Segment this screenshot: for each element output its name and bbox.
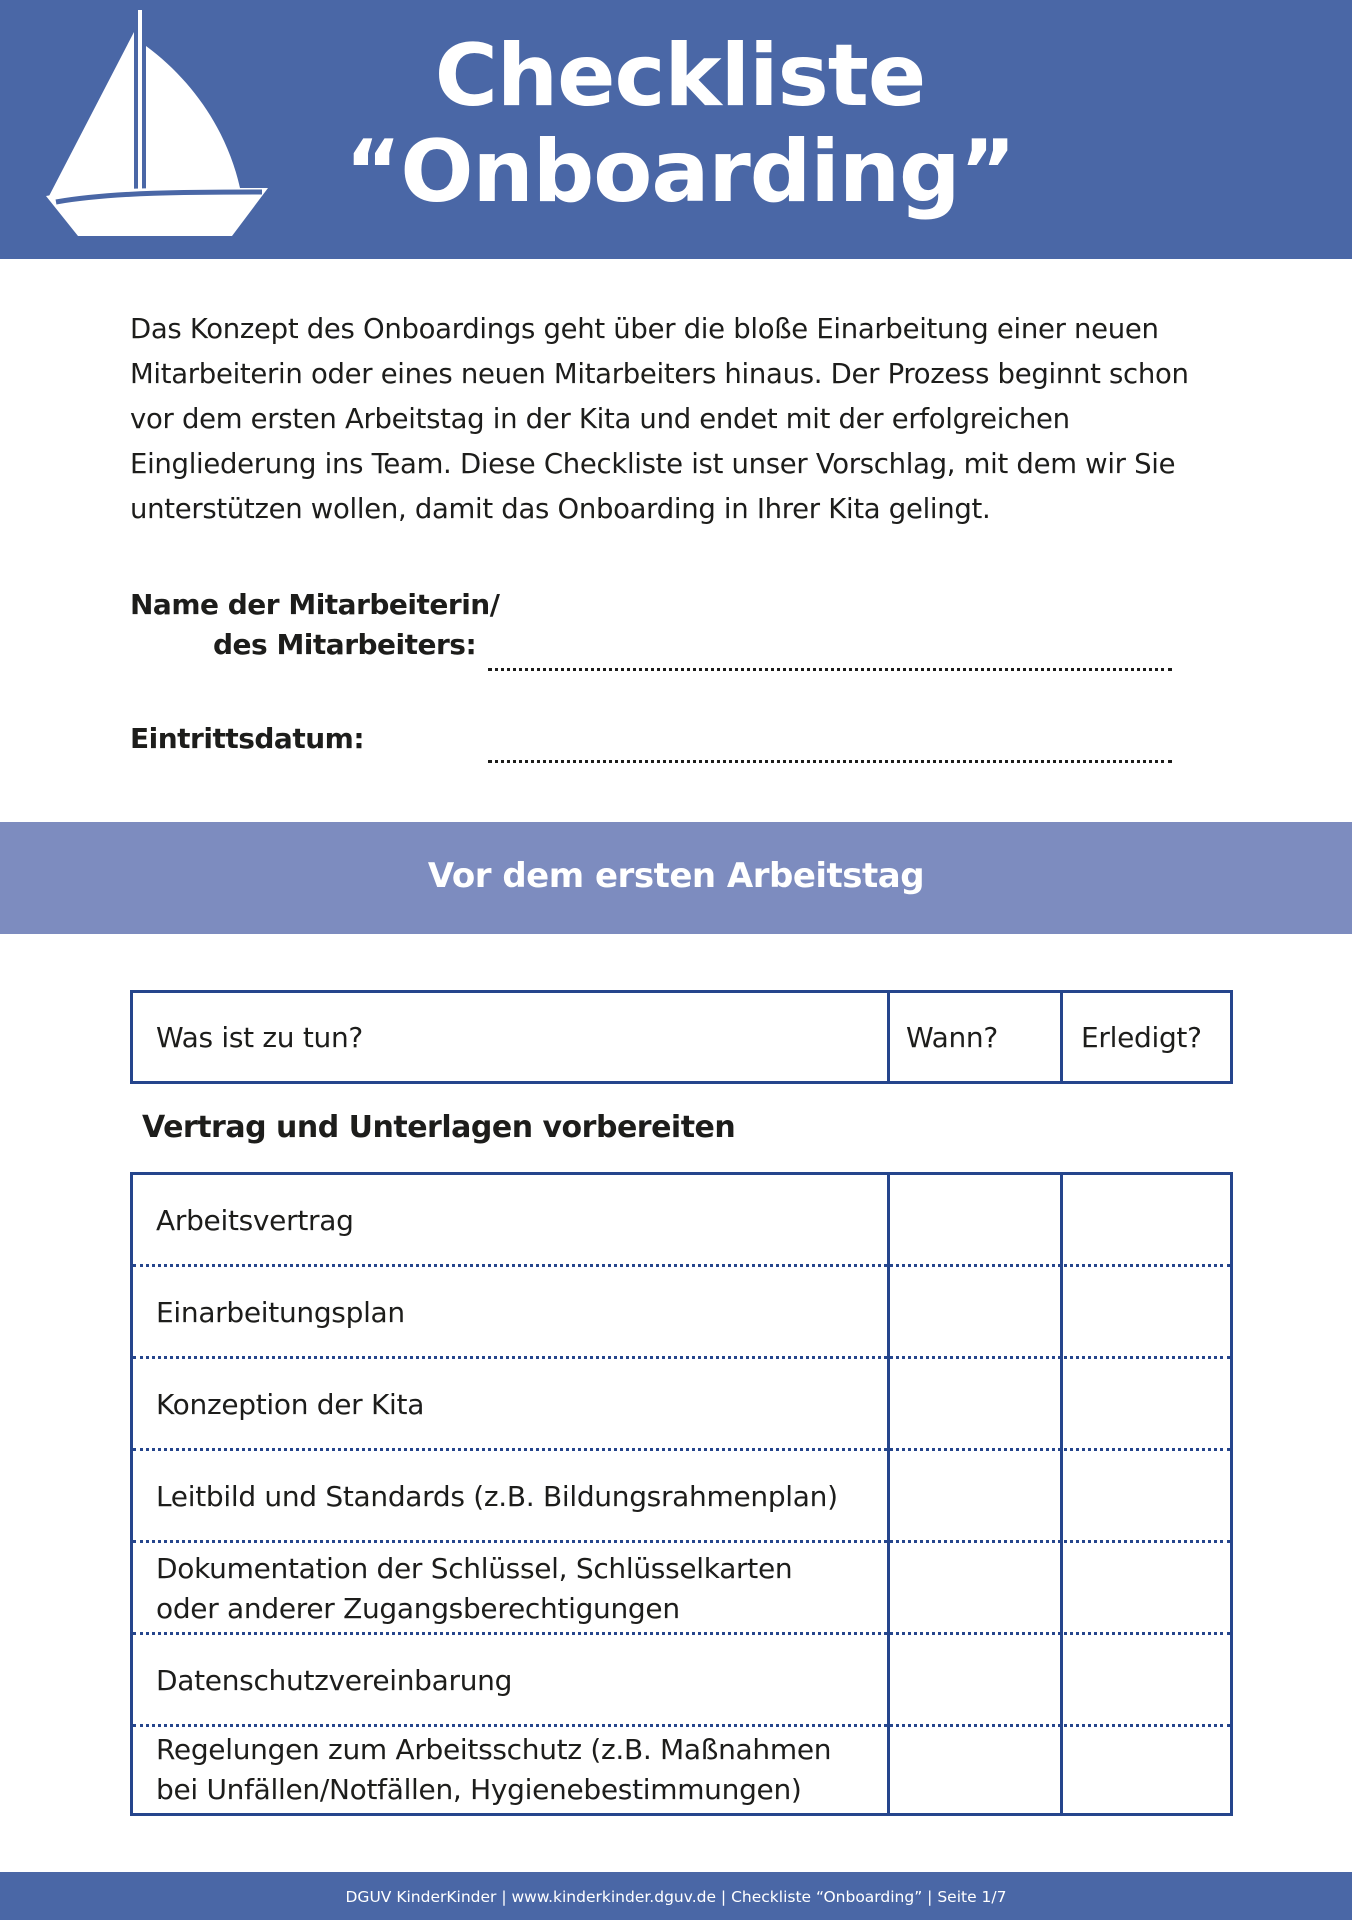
header-task: Was ist zu tun? <box>156 1020 363 1054</box>
done-cell[interactable] <box>1063 1727 1230 1813</box>
page-title-line2: “Onboarding” <box>344 122 1016 222</box>
table-row <box>133 1267 1230 1359</box>
done-cell[interactable] <box>1063 1635 1230 1727</box>
intro-line: vor dem ersten Arbeitstag in der Kita und endet mit der erfolgreichen <box>130 403 1070 435</box>
header-banner <box>0 0 1352 259</box>
table-row <box>133 1359 1230 1451</box>
task-label: Dokumentation der Schlüssel, Schlüsselkarten oder anderer Zugangsberechtigungen <box>156 1552 793 1625</box>
checklist-table <box>130 1172 1233 1816</box>
intro-line: unterstützen wollen, damit das Onboarding in Ihrer Kita gelingt. <box>130 493 991 525</box>
page-title-line1: Checkliste <box>434 26 926 126</box>
table-row <box>133 1543 1230 1635</box>
intro-line: Mitarbeiterin oder eines neuen Mitarbeiters hinaus. Der Prozess beginnt schon <box>130 358 1189 390</box>
table-row <box>133 1175 1230 1267</box>
when-cell[interactable] <box>890 1635 1060 1727</box>
sailboat-icon <box>42 10 272 242</box>
when-cell[interactable] <box>890 1359 1060 1451</box>
when-cell[interactable] <box>890 1451 1060 1543</box>
column-divider <box>887 993 890 1081</box>
footer-text: DGUV KinderKinder | www.kinderkinder.dguv.de | Checkliste “Onboarding” | Seite 1/7 <box>345 1888 1007 1906</box>
when-cell[interactable] <box>890 1267 1060 1359</box>
task-label: Datenschutzvereinbarung <box>156 1664 513 1697</box>
date-field-dotted-line[interactable] <box>488 760 1172 763</box>
name-label-line2: des Mitarbeiters: <box>213 628 477 661</box>
date-label: Eintrittsdatum: <box>130 722 365 755</box>
done-cell[interactable] <box>1063 1543 1230 1635</box>
intro-paragraph <box>130 307 1230 532</box>
table-row <box>133 1635 1230 1727</box>
done-cell[interactable] <box>1063 1175 1230 1267</box>
task-label: Leitbild und Standards (z.B. Bildungsrahmenplan) <box>156 1480 838 1513</box>
task-label: Einarbeitungsplan <box>156 1296 405 1329</box>
table-row <box>133 1451 1230 1543</box>
intro-line: Eingliederung ins Team. Diese Checkliste ist unser Vorschlag, mit dem wir Sie <box>130 448 1176 480</box>
column-divider <box>1060 993 1063 1081</box>
task-label: Regelungen zum Arbeitsschutz (z.B. Maßnahmen bei Unfällen/Notfällen, Hygienebestimmungen) <box>156 1733 832 1806</box>
when-cell[interactable] <box>890 1727 1060 1813</box>
task-label: Arbeitsvertrag <box>156 1204 354 1237</box>
done-cell[interactable] <box>1063 1359 1230 1451</box>
name-label-line1: Name der Mitarbeiterin/ <box>130 588 500 621</box>
when-cell[interactable] <box>890 1543 1060 1635</box>
header-when: Wann? <box>906 1020 998 1054</box>
done-cell[interactable] <box>1063 1267 1230 1359</box>
when-cell[interactable] <box>890 1175 1060 1267</box>
group-title: Vertrag und Unterlagen vorbereiten <box>142 1110 736 1145</box>
section-title: Vor dem ersten Arbeitstag <box>427 856 925 896</box>
table-header <box>130 990 1233 1084</box>
table-row <box>133 1727 1230 1813</box>
done-cell[interactable] <box>1063 1451 1230 1543</box>
intro-line: Das Konzept des Onboardings geht über die bloße Einarbeitung einer neuen <box>130 313 1159 345</box>
name-field-dotted-line[interactable] <box>488 668 1172 671</box>
task-label: Konzeption der Kita <box>156 1388 425 1421</box>
header-done: Erledigt? <box>1081 1020 1202 1054</box>
